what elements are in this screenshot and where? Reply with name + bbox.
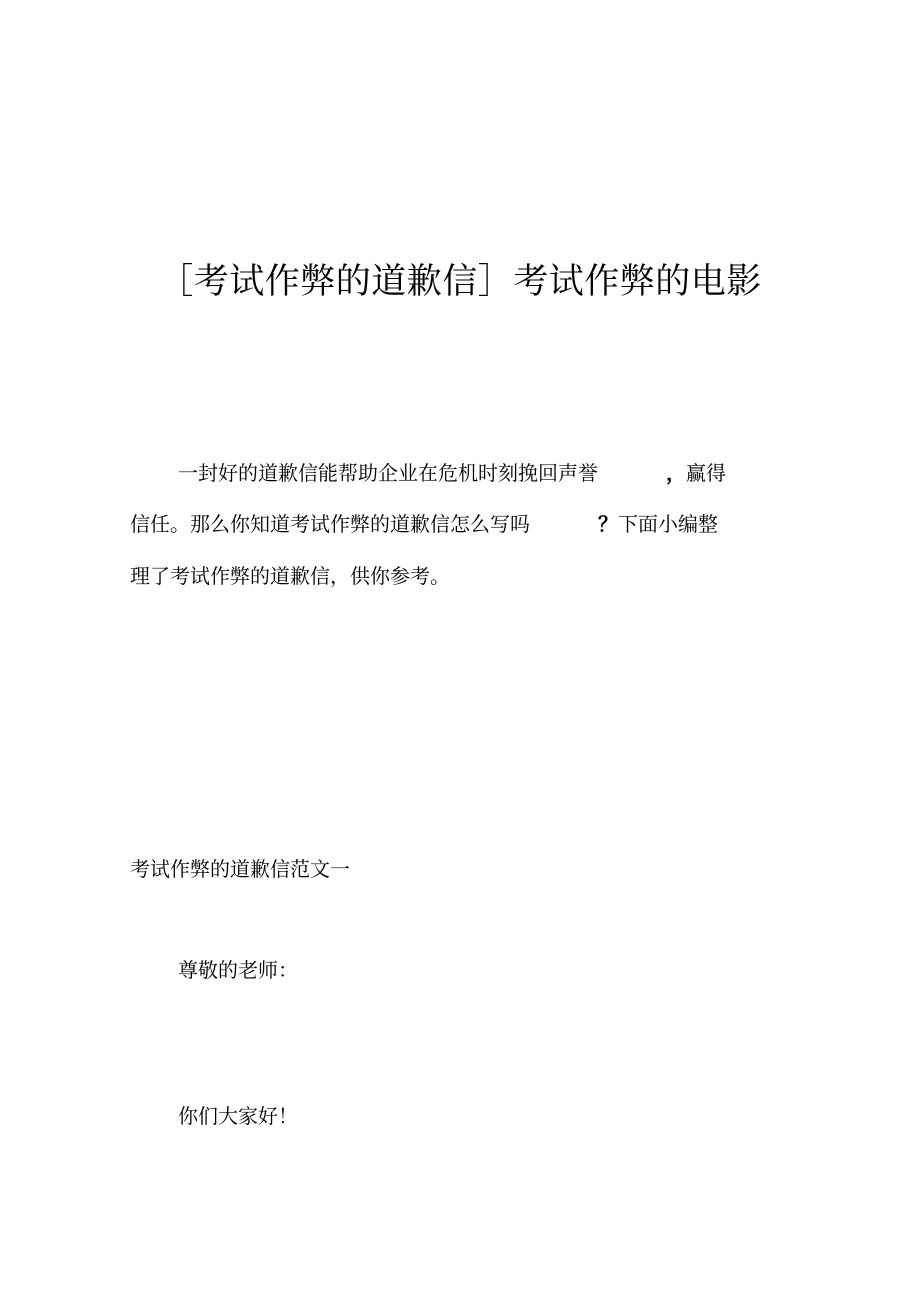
greeting-line: 你们大家好！ [178,1104,298,1128]
intro-line-2-text-a: 信任。那么你知道考试作弊的道歉信怎么写吗 [130,512,530,536]
sample-heading: 考试作弊的道歉信范文一 [130,857,350,881]
intro-line-2-text-b: 下面小编整 [618,512,718,536]
intro-line-2-question-mark: ？ [598,512,618,536]
intro-paragraph-line-3: 理了考试作弊的道歉信，供你参考。 [130,564,450,588]
intro-paragraph-line-2 [130,511,718,537]
document-title: ［考试作弊的道歉信］考试作弊的电影 [158,262,762,302]
intro-line-1-text-a: 一封好的道歉信能帮助企业在危机时刻挽回声誉 [178,461,598,485]
intro-paragraph-line-1 [130,460,726,486]
intro-line-1-text-b: 赢得 [686,461,726,485]
salutation: 尊敬的老师： [178,958,298,982]
intro-line-1-comma: ， [666,461,686,485]
